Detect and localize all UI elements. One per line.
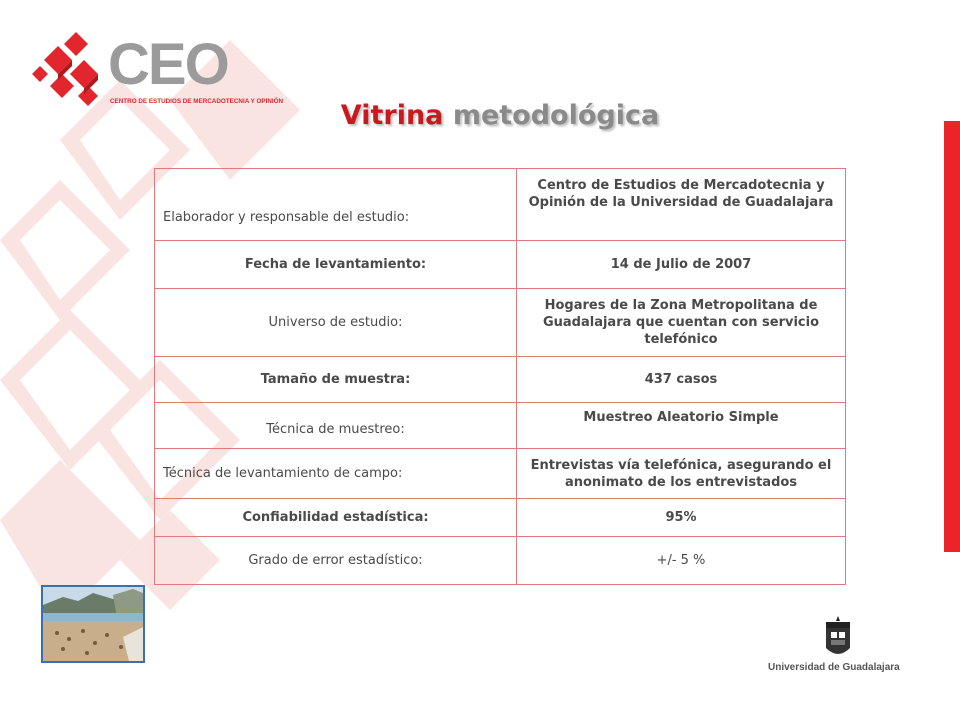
row-label: Técnica de muestreo:: [155, 403, 517, 449]
table-row: [155, 357, 846, 403]
page-title: [0, 100, 960, 131]
accent-bar: [944, 121, 960, 552]
row-label: Elaborador y responsable del estudio:: [155, 169, 517, 241]
title-rest: metodológica: [452, 100, 660, 131]
row-label: Fecha de levantamiento:: [155, 241, 517, 289]
table-row: [155, 169, 846, 241]
table-row: [155, 241, 846, 289]
title-highlight: Vitrina: [340, 100, 444, 131]
row-value: Muestreo Aleatorio Simple: [517, 403, 846, 449]
university-name: Universidad de Guadalajara: [768, 662, 900, 673]
logo-subtitle: CENTRO DE ESTUDIOS DE MERCADOTECNIA Y OPINIÓN: [110, 98, 284, 105]
row-value: 95%: [517, 499, 846, 537]
table-row: [155, 537, 846, 585]
methodology-table: [154, 168, 846, 585]
beach-photo: [41, 585, 145, 663]
row-label: Tamaño de muestra:: [155, 357, 517, 403]
table-row: [155, 403, 846, 449]
row-label: Universo de estudio:: [155, 289, 517, 357]
row-value: Centro de Estudios de Mercadotecnia y Opinión de la Universidad de Guadalajara: [517, 169, 846, 241]
row-value: 437 casos: [517, 357, 846, 403]
row-value: Entrevistas vía telefónica, asegurando el anonimato de los entrevistados: [517, 449, 846, 499]
row-label: Grado de error estadístico:: [155, 537, 517, 585]
table-row: [155, 289, 846, 357]
row-value: +/- 5 %: [517, 537, 846, 585]
row-label: Confiabilidad estadística:: [155, 499, 517, 537]
beach-photo-icon: [43, 587, 143, 661]
row-value: Hogares de la Zona Metropolitana de Guadalajara que cuentan con servicio telefónico: [517, 289, 846, 357]
row-value: 14 de Julio de 2007: [517, 241, 846, 289]
row-label: Técnica de levantamiento de campo:: [155, 449, 517, 499]
table-row: [155, 449, 846, 499]
table-row: [155, 499, 846, 537]
logo-wordmark: CEO: [108, 32, 228, 97]
